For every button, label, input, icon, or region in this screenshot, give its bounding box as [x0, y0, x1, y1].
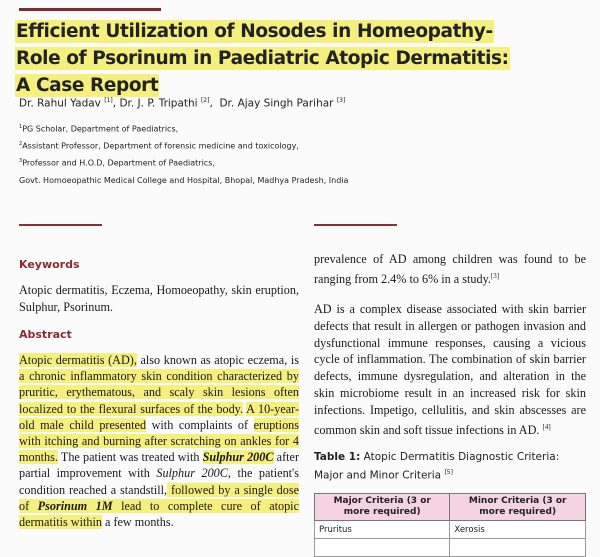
author-name: Dr. Ajay Singh Parihar — [219, 97, 334, 110]
title-line-3: A Case Report — [16, 75, 159, 96]
affiliation — [19, 158, 215, 168]
text-run: prevalence of AD among children was found to be ranging from 2.4% to 6% in a study. — [314, 252, 586, 286]
body-paragraph — [314, 301, 586, 438]
text-run: a few months. — [101, 515, 174, 530]
author-ref: [3] — [336, 97, 346, 104]
author-list: Dr. Rahul Yadav [1], Dr. J. P. Tripathi [2], Dr. Ajay Singh Parihar [3] — [19, 97, 346, 110]
drug-name: Psorinum 1M — [37, 498, 113, 513]
column-header: Major Criteria (3 or more required) — [315, 494, 450, 521]
table-cell: Pruritus — [315, 521, 450, 539]
citation-ref: [3] — [490, 271, 500, 280]
affiliation — [19, 124, 178, 134]
author-ref: [2] — [200, 97, 210, 104]
highlight: followed by a single dose of — [19, 482, 300, 513]
author-name: Dr. Rahul Yadav — [19, 97, 101, 110]
text-run: , the patient's condition reached a standstill, — [19, 466, 299, 497]
affiliation-num: 1 — [19, 124, 23, 130]
abstract-text — [19, 352, 299, 530]
text-run: AD is a complex disease associated with skin barrier defects that result in allergen or pathogen invasion and dysfunctional immune responses, causing a vicious cycle of inflammation. The combination of skin barrier defects, immune dysregulation, and alteration in the skin microbiome result in an increased risk for skin infections. Impetigo, cellulitis, and skin abscesses are common skin and soft tissue infections in AD. — [314, 302, 586, 437]
text-run: The patient was treated with — [57, 450, 203, 465]
body-paragraph — [314, 251, 586, 288]
section-rule — [19, 224, 102, 226]
affiliation-text: Assistant Professor, Department of forensic medicine and toxicology, — [22, 141, 299, 151]
table-row — [315, 521, 586, 539]
text-run: Atopic Dermatitis Diagnostic Criteria: Major and Minor Criteria — [314, 451, 560, 482]
drug-name: Sulphur 200C — [156, 466, 228, 481]
keywords-text: Atopic dermatitis, Eczema, Homoeopathy, skin eruption, Sulphur, Psorinum. — [19, 283, 299, 314]
citation-ref: [4] — [542, 422, 551, 431]
affiliation-num: 2 — [19, 141, 23, 147]
author-ref: [1] — [104, 97, 113, 104]
highlight: A 10-year-old male child presented — [19, 401, 300, 432]
affiliation-num: 3 — [19, 158, 23, 164]
affiliation-college: Govt. Homoeopathic Medical College and Hospital, Bhopal, Madhya Pradesh, India — [19, 176, 349, 185]
header-rule — [19, 8, 161, 11]
text-run: after partial improvement with — [19, 450, 300, 481]
affiliation — [19, 141, 299, 151]
paper-title — [16, 18, 596, 99]
table-header-row — [315, 494, 586, 521]
citation-ref: [5] — [444, 469, 453, 476]
table-cell: Xerosis — [450, 521, 586, 539]
author-name: Dr. J. P. Tripathi — [119, 97, 198, 110]
table-label: Table 1: — [314, 451, 361, 463]
drug-name: Sulphur 200C — [202, 450, 274, 465]
highlight: Atopic dermatitis (AD), — [19, 353, 137, 367]
affiliation-text: PG Scholar, Department of Paediatrics, — [22, 124, 179, 134]
table-caption — [314, 449, 586, 484]
text-run: with complaints of — [146, 417, 254, 432]
text-run: also known as atopic eczema, is — [136, 353, 299, 367]
table-cell — [450, 539, 586, 557]
title-line-2: Role of Psorinum in Paediatric Atopic Dermatitis: — [16, 48, 509, 69]
criteria-table — [314, 493, 586, 557]
affiliation-text: Professor and H.O.D, Department of Paediatrics, — [22, 158, 215, 168]
highlight: lead — [112, 498, 150, 513]
highlight: a chronic inflammatory skin condition characterized by pruritic, erythematous, and scaly skin lesions often localized to the flexural surfaces of the body. — [19, 369, 299, 416]
column-header: Minor Criteria (3 or more required) — [450, 494, 586, 521]
table-cell — [315, 539, 450, 557]
keywords-heading: Keywords — [19, 258, 80, 271]
section-rule — [314, 224, 397, 226]
highlight: to complete cure of atopic dermatitis within — [19, 498, 299, 530]
highlight: eruptions with itching and burning after scratching on ankles for 4 months. — [19, 417, 299, 465]
table-row — [315, 539, 586, 557]
abstract-heading: Abstract — [19, 328, 72, 341]
title-line-1: Efficient Utilization of Nosodes in Homeopathy- — [16, 21, 493, 42]
